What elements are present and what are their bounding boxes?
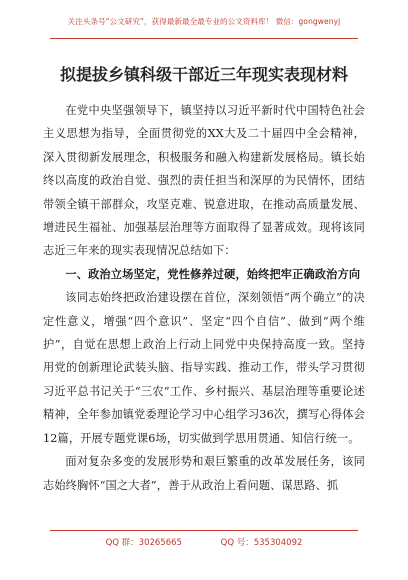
footer: [0, 536, 408, 548]
intro-paragraph: 在党中央坚强领导下，镇坚持以习近平新时代中国特色社会主义思想为指导，全面贯彻党的XX大及二十届四中全会精神，深入贯彻新发展理念，积极服务和融入构建新发展格局。镇长始终以高度的政治自觉、强烈的责任担当和深厚的为民情怀，团结带领全镇干部群众，攻坚克难、锐意进取，在推动高质量发展、增进民生福祉、加强基层治理等方面取得了显著成效。现将该同志近三年来的现实表现情况总结如下：: [43, 104, 365, 258]
footer-divider: [50, 530, 358, 531]
document-title: 拟提拔乡镇科级干部近三年现实表现材料: [59, 65, 348, 84]
header-banner: 关注头条号“公文研究”，获得最新最全最专业的公文资料库！ 微信：gongwenyj: [67, 17, 341, 26]
header-divider: [50, 38, 358, 39]
body-paragraph: 该同志始终把政治建设摆在首位，深刻领悟“两个确立”的决定性意义，增强“四个意识”、坚定“四个自信”、做到“两个维护”，自觉在思想上政治上行动上同党中央保持高度一致。坚持用党的创新理论武装头脑、指导实践、推动工作，带头学习贯彻习近平总书记关于“三农”工作、乡村振兴、基层治理等重要论述精神，全年参加镇党委理论学习中心组学习36次，撰写心得体会12篇，开展专题党课6场，切实做到学思用贯通、知信行统一。: [43, 291, 365, 445]
document-body: [43, 99, 365, 497]
body-paragraph: 面对复杂多变的发展形势和艰巨繁重的改革发展任务，该同志始终胸怀“国之大者”，善于从政治上看问题、谋思路、抓: [43, 455, 365, 492]
footer-qq-number: QQ 号：535304092: [220, 538, 303, 548]
section-heading-1: 一、政治立场坚定，党性修养过硬，始终把牢正确政治方向: [65, 267, 361, 281]
footer-qq-group: QQ 群：30265665: [105, 538, 182, 548]
